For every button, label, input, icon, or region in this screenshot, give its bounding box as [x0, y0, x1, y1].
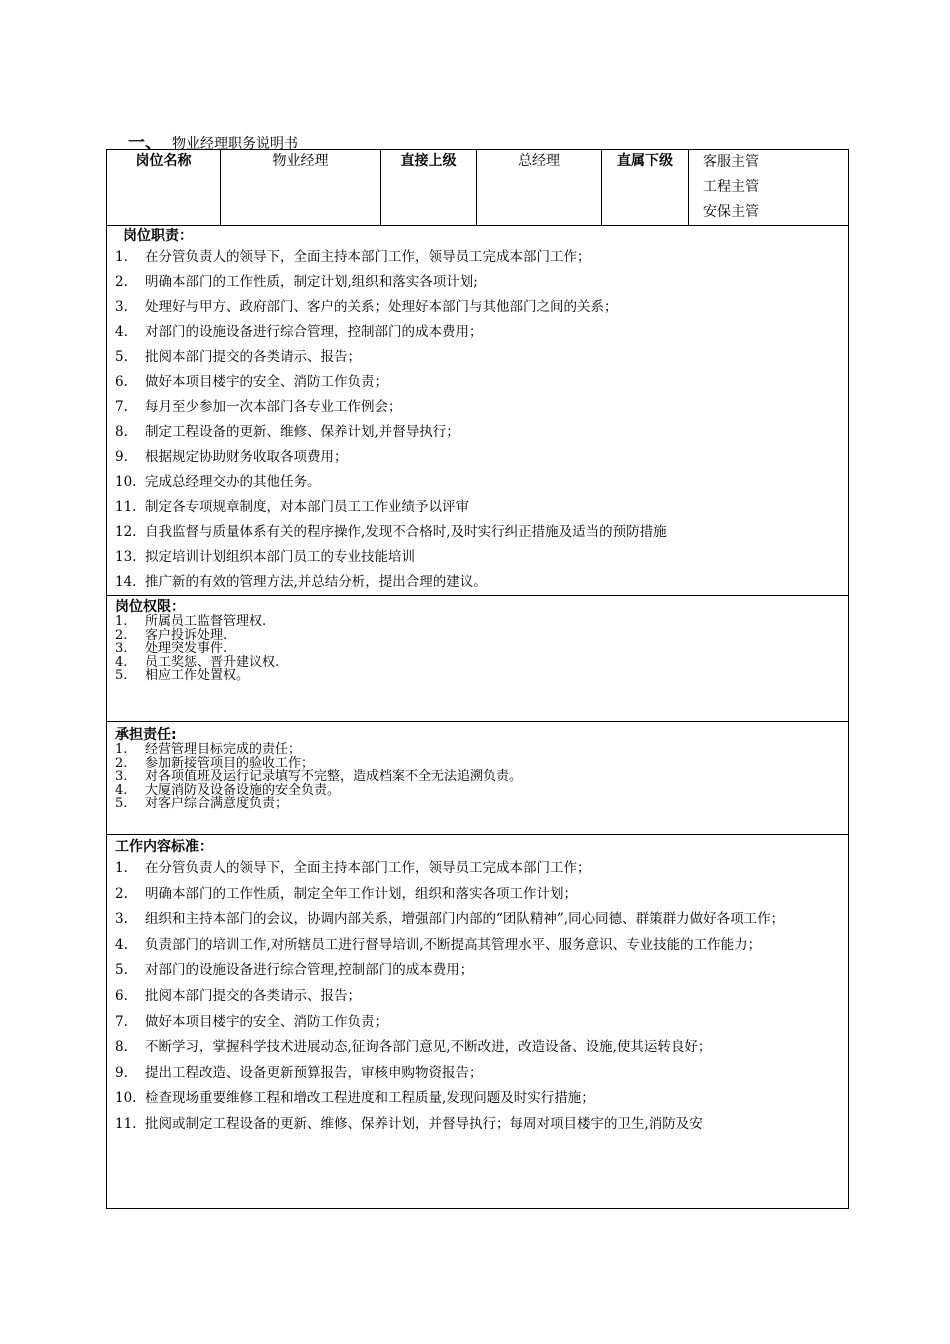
item-number: 11. [115, 1115, 137, 1132]
item-text: 不断学习，掌握科学技术进展动态,征询各部门意见,不断改进，改造设备、设施,使其运转良好； [145, 1039, 712, 1056]
list-item [107, 545, 848, 570]
list-item [107, 345, 848, 370]
item-number: 6. [115, 987, 128, 1004]
item-number: 5. [115, 349, 128, 365]
item-number: 14. [115, 574, 137, 590]
item-number: 4. [115, 654, 128, 670]
item-text: 在分管负责人的领导下，全面主持本部门工作，领导员工完成本部门工作； [145, 249, 591, 265]
list-item [107, 743, 848, 757]
subordinate-item: 工程主管 [703, 179, 759, 195]
item-number: 1. [115, 860, 128, 876]
item-number: 5. [115, 668, 128, 683]
responsibility-list [107, 743, 848, 811]
list-item [107, 520, 848, 545]
item-text: 对各项值班及运行记录填写不完整，造成档案不全无法追溯负责。 [145, 769, 523, 784]
list-item [107, 933, 848, 959]
subordinate-item: 安保主管 [703, 204, 759, 220]
list-item [107, 320, 848, 345]
item-text: 处理突发事件. [145, 641, 228, 656]
item-text: 员工奖惩、晋升建议权. [145, 654, 280, 670]
list-item [107, 420, 848, 445]
item-text: 在分管负责人的领导下，全面主持本部门工作，领导员工完成本部门工作； [145, 860, 591, 876]
list-item [107, 470, 848, 495]
list-item [107, 370, 848, 395]
item-text: 处理好与甲方、政府部门、客户的关系；处理好本部门与其他部门之间的关系； [145, 299, 618, 315]
item-text: 明确本部门的工作性质，制定计划,组织和落实各项计划; [145, 274, 478, 290]
item-number: 12. [115, 524, 137, 540]
position-value: 物业经理 [221, 150, 381, 226]
duties-title: 岗位职责： [123, 228, 193, 244]
list-item [107, 757, 848, 771]
list-item [107, 984, 848, 1010]
item-text: 根据规定协助财务收取各项费用； [145, 449, 348, 465]
item-text: 批阅本部门提交的各类请示、报告； [145, 349, 361, 365]
item-text: 拟定培训计划组织本部门员工的专业技能培训 [145, 549, 415, 565]
item-number: 9. [115, 1064, 128, 1081]
item-text: 推广新的有效的管理方法,并总结分析，提出合理的建议。 [145, 574, 487, 590]
heading-number: 一、 [128, 133, 162, 153]
list-item [107, 669, 848, 683]
item-text: 参加新接管项目的验收工作； [145, 755, 315, 771]
list-item [107, 1086, 848, 1112]
job-description-table [106, 149, 849, 1209]
item-number: 4. [115, 936, 128, 953]
item-number: 4. [115, 324, 128, 340]
list-item [107, 1112, 848, 1138]
item-text: 负责部门的培训工作,对所辖员工进行督导培训,不断提高其管理水平、服务意识、专业技能的工作能力； [145, 936, 762, 953]
item-text: 制定工程设备的更新、维修、保养计划,并督导执行； [145, 424, 460, 440]
item-number: 2. [115, 885, 128, 902]
list-item [107, 395, 848, 420]
item-number: 1. [115, 249, 128, 265]
subordinate-label: 直属下级 [602, 150, 689, 226]
item-number: 6. [115, 374, 128, 390]
list-item [107, 270, 848, 295]
subordinate-item: 客服主管 [703, 154, 759, 170]
item-number: 3. [115, 911, 128, 928]
item-text: 批阅或制定工程设备的更新、维修、保养计划，并督导执行；每周对项目楼宇的卫生,消防及安 [145, 1115, 703, 1132]
item-number: 10. [115, 474, 137, 490]
list-item [107, 570, 848, 595]
item-number: 7. [115, 1013, 128, 1030]
duties-list [107, 245, 848, 595]
item-number: 4. [115, 782, 128, 798]
item-number: 7. [115, 399, 128, 415]
item-text: 做好本项目楼宇的安全、消防工作负责； [145, 374, 388, 390]
authority-section [107, 596, 849, 722]
list-item [107, 770, 848, 784]
list-item [107, 784, 848, 798]
item-text: 检查现场重要维修工程和增改工程进度和工程质量,发现问题及时实行措施； [145, 1090, 595, 1107]
item-text: 提出工程改造、设备更新预算报告，审核申购物资报告； [145, 1064, 483, 1081]
item-text: 大厦消防及设备设施的安全负责。 [145, 782, 341, 798]
list-item [107, 1035, 848, 1061]
item-number: 13. [115, 549, 137, 565]
item-text: 经营管理目标完成的责任； [145, 742, 302, 757]
superior-label: 直接上级 [381, 150, 477, 226]
list-item [107, 1010, 848, 1036]
heading-title: 物业经理职务说明书 [172, 136, 298, 152]
list-item [107, 797, 848, 811]
standards-section [107, 835, 849, 1209]
list-item [107, 642, 848, 656]
item-number: 8. [115, 424, 128, 440]
list-item [107, 958, 848, 984]
item-text: 明确本部门的工作性质，制定全年工作计划，组织和落实各项工作计划； [145, 885, 577, 902]
item-text: 批阅本部门提交的各类请示、报告； [145, 987, 361, 1004]
standards-title: 工作内容标准： [115, 839, 213, 855]
item-text: 每月至少参加一次本部门各专业工作例会； [145, 399, 402, 415]
item-text: 客户投诉处理. [145, 627, 228, 643]
list-item [107, 907, 848, 933]
list-item [107, 882, 848, 908]
item-number: 3. [115, 641, 128, 656]
item-number: 11. [115, 499, 137, 515]
item-number: 2. [115, 627, 128, 643]
authority-title: 岗位权限： [115, 599, 185, 615]
authority-list [107, 615, 848, 683]
list-item [107, 656, 848, 670]
responsibility-section [107, 722, 849, 835]
list-item [107, 856, 848, 882]
item-number: 10. [115, 1090, 137, 1107]
item-text: 完成总经理交办的其他任务。 [145, 474, 321, 490]
item-number: 2. [115, 755, 128, 771]
item-text: 对部门的设施设备进行综合管理,控制部门的成本费用； [145, 962, 474, 979]
item-text: 所属员工监督管理权. [145, 614, 267, 629]
item-number: 5. [115, 796, 128, 811]
list-item [107, 245, 848, 270]
item-number: 3. [115, 299, 128, 315]
list-item [107, 495, 848, 520]
duties-section [107, 226, 849, 596]
list-item [107, 1061, 848, 1087]
item-text: 对部门的设施设备进行综合管理，控制部门的成本费用； [145, 324, 483, 340]
item-text: 组织和主持本部门的会议，协调内部关系，增强部门内部的“团队精神”,同心同德、群策群力做好各项工作； [145, 911, 785, 928]
list-item [107, 445, 848, 470]
item-text: 制定各专项规章制度，对本部门员工工作业绩予以评审 [145, 499, 469, 515]
item-number: 2. [115, 274, 128, 290]
item-number: 5. [115, 962, 128, 979]
item-text: 自我监督与质量体系有关的程序操作,发现不合格时,及时实行纠正措施及适当的预防措施 [145, 524, 667, 540]
subordinate-list [689, 150, 849, 226]
superior-value: 总经理 [477, 150, 602, 226]
item-number: 1. [115, 614, 128, 629]
list-item [107, 615, 848, 629]
responsibility-title: 承担责任: [115, 727, 177, 743]
item-number: 3. [115, 769, 128, 784]
item-number: 1. [115, 742, 128, 757]
list-item [107, 629, 848, 643]
item-text: 相应工作处置权。 [145, 668, 250, 683]
item-text: 对客户综合满意度负责； [145, 796, 289, 811]
position-label: 岗位名称 [107, 150, 221, 226]
item-text: 做好本项目楼宇的安全、消防工作负责； [145, 1013, 388, 1030]
standards-list [107, 856, 848, 1138]
list-item [107, 295, 848, 320]
header-row [107, 150, 849, 226]
item-number: 9. [115, 449, 128, 465]
item-number: 8. [115, 1039, 128, 1056]
